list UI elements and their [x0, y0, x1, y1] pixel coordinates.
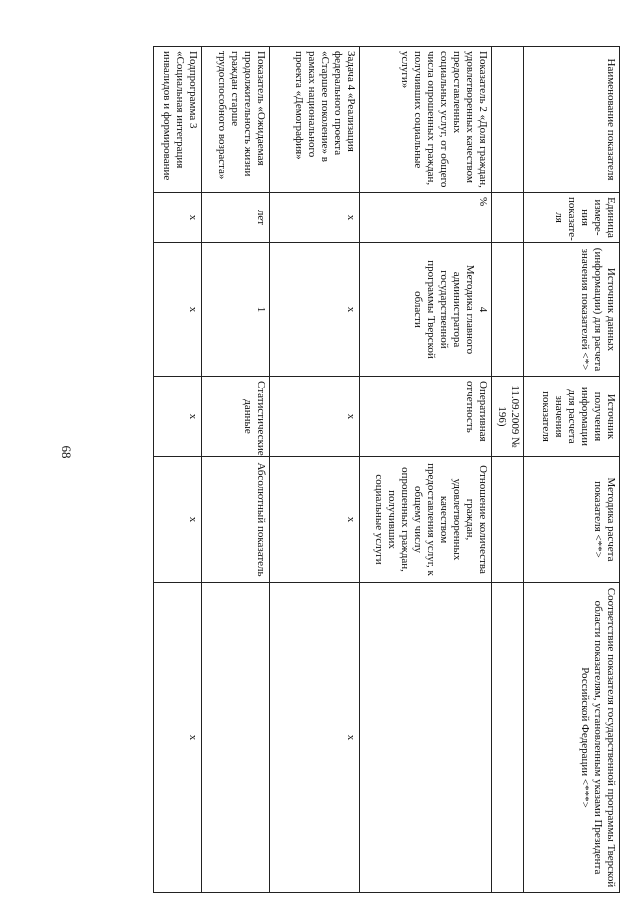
- table-cell: [492, 457, 524, 583]
- table-row: [360, 47, 492, 893]
- table-cell: х: [154, 457, 202, 583]
- table-cell: 4 Методика главного администратора государственной программы Тверской области: [360, 243, 492, 377]
- header-cell: Наименование показателя: [524, 47, 620, 193]
- table-cell: Задача 4 «Реализация федерального проекта «Старшее поколение» в рамках национального проекта «Демография»: [270, 47, 360, 193]
- table-cell: х: [270, 583, 360, 893]
- rotated-page: [110, 46, 620, 892]
- table-cell: Оперативная отчетность: [360, 377, 492, 457]
- table-cell: Отношение количества граждан, удовлетворенных качеством предоставления услуг, к общему числу опрошенных граждан, получивших социальные услуги: [360, 457, 492, 583]
- table-cell: х: [270, 377, 360, 457]
- table-cell: [492, 583, 524, 893]
- table-header-row: [524, 47, 620, 893]
- table-cell: Показатель 2 «Доля граждан, удовлетворенных качеством предоставленных социальных услуг, от общего числа опрошенных граждан, получивших социальные услуги»: [360, 47, 492, 193]
- table-cell: х: [270, 193, 360, 243]
- indicators-table: [153, 46, 620, 893]
- header-cell: Единица измере-ния показате-ля: [524, 193, 620, 243]
- table-cell: 11.09.2009 № 196): [492, 377, 524, 457]
- table-cell: [492, 193, 524, 243]
- table-cell: лет: [202, 193, 270, 243]
- table-cell: [492, 47, 524, 193]
- table-row: [202, 47, 270, 893]
- table-row: [154, 47, 202, 893]
- table-cell: Показатель «Ожидаемая продолжительность жизни граждан старше трудоспособного возраста»: [202, 47, 270, 193]
- table-cell: [202, 583, 270, 893]
- table-row: [492, 47, 524, 893]
- table-cell: %: [360, 193, 492, 243]
- table-cell: х: [154, 583, 202, 893]
- table-cell: [492, 243, 524, 377]
- header-cell: Источник данных (информации) для расчета значения показателей <*>: [524, 243, 620, 377]
- table-cell: Абсолютный показатель: [202, 457, 270, 583]
- header-cell: Соответствие показателя государственной программы Тверской области показателям, установленным указами Президента Российской Федерации <***>: [524, 583, 620, 893]
- table-cell: 1: [202, 243, 270, 377]
- table-cell: Подпрограмма 3 «Социальная интеграция инвалидов и формирование: [154, 47, 202, 193]
- table-cell: х: [270, 243, 360, 377]
- table-cell: х: [154, 193, 202, 243]
- table-cell: х: [270, 457, 360, 583]
- table-cell: Статистические данные: [202, 377, 270, 457]
- table-cell: х: [154, 243, 202, 377]
- table-cell: х: [154, 377, 202, 457]
- table-cell: [360, 583, 492, 893]
- table-row: [270, 47, 360, 893]
- page-number: 68: [59, 445, 74, 459]
- header-cell: Источник получения информации для расчета значения показателя: [524, 377, 620, 457]
- header-cell: Методика расчета показателя <**>: [524, 457, 620, 583]
